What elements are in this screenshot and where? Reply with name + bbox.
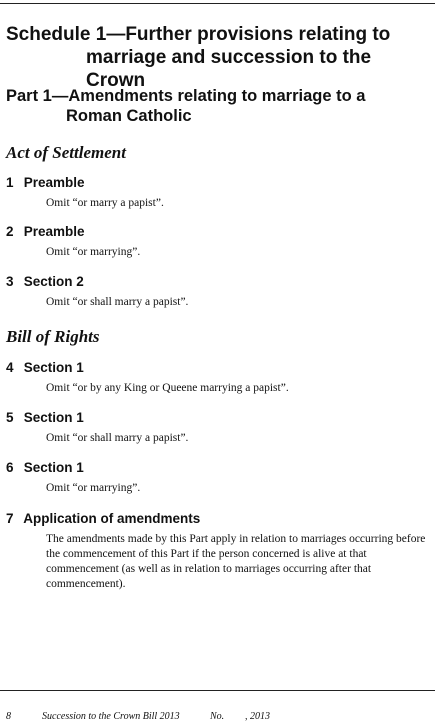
item-number: 4 <box>6 360 14 375</box>
part-title-line-1: Part 1—Amendments relating to marriage to a <box>6 87 366 105</box>
footer-year: , 2013 <box>245 711 270 722</box>
footer-number-label: No. <box>210 711 225 722</box>
item-title: Application of amendments <box>23 511 201 526</box>
schedule-title-line-2: marriage and succession to the Crown <box>86 47 372 91</box>
item-title: Section 1 <box>23 460 84 475</box>
item-heading-6 <box>6 460 84 476</box>
item-heading-4 <box>6 360 84 376</box>
item-number: 6 <box>6 460 14 475</box>
part-title <box>6 86 434 126</box>
item-heading-1 <box>6 175 85 191</box>
item-title: Preamble <box>23 224 85 239</box>
item-title: Section 1 <box>23 410 84 425</box>
item-heading-5 <box>6 410 84 426</box>
part-title-line-2: Roman Catholic <box>66 107 192 125</box>
item-heading-7 <box>6 511 200 527</box>
item-number: 7 <box>6 511 14 526</box>
item-text-2: Omit “or marrying”. <box>46 246 141 258</box>
item-heading-3 <box>6 274 84 290</box>
item-title: Preamble <box>23 175 85 190</box>
schedule-title-line-1: Schedule 1—Further provisions relating to <box>6 24 391 45</box>
item-number: 2 <box>6 224 14 239</box>
item-text-1: Omit “or marry a papist”. <box>46 197 164 209</box>
item-title: Section 2 <box>23 274 84 289</box>
item-text-7: The amendments made by this Part apply in relation to marriages occurring before the commencement of this Part if the person concerned is alive at that commencement (as well as in relation to marriages occurring after that commencement). <box>46 533 426 590</box>
item-text-6: Omit “or marrying”. <box>46 482 141 494</box>
item-text-4: Omit “or by any King or Queene marrying a papist”. <box>46 382 289 394</box>
top-rule <box>0 3 435 4</box>
item-title: Section 1 <box>23 360 84 375</box>
act-heading-act-of-settlement: Act of Settlement <box>6 143 126 162</box>
item-text-5: Omit “or shall marry a papist”. <box>46 432 189 444</box>
footer-page-number: 8 <box>6 711 11 722</box>
item-number: 5 <box>6 410 14 425</box>
item-number: 3 <box>6 274 14 289</box>
item-number: 1 <box>6 175 14 190</box>
item-heading-2 <box>6 224 85 240</box>
schedule-title <box>6 23 434 92</box>
footer-bill-title: Succession to the Crown Bill 2013 <box>42 711 180 722</box>
act-heading-bill-of-rights: Bill of Rights <box>6 327 100 346</box>
footer-rule <box>0 690 435 691</box>
item-text-3: Omit “or shall marry a papist”. <box>46 296 189 308</box>
